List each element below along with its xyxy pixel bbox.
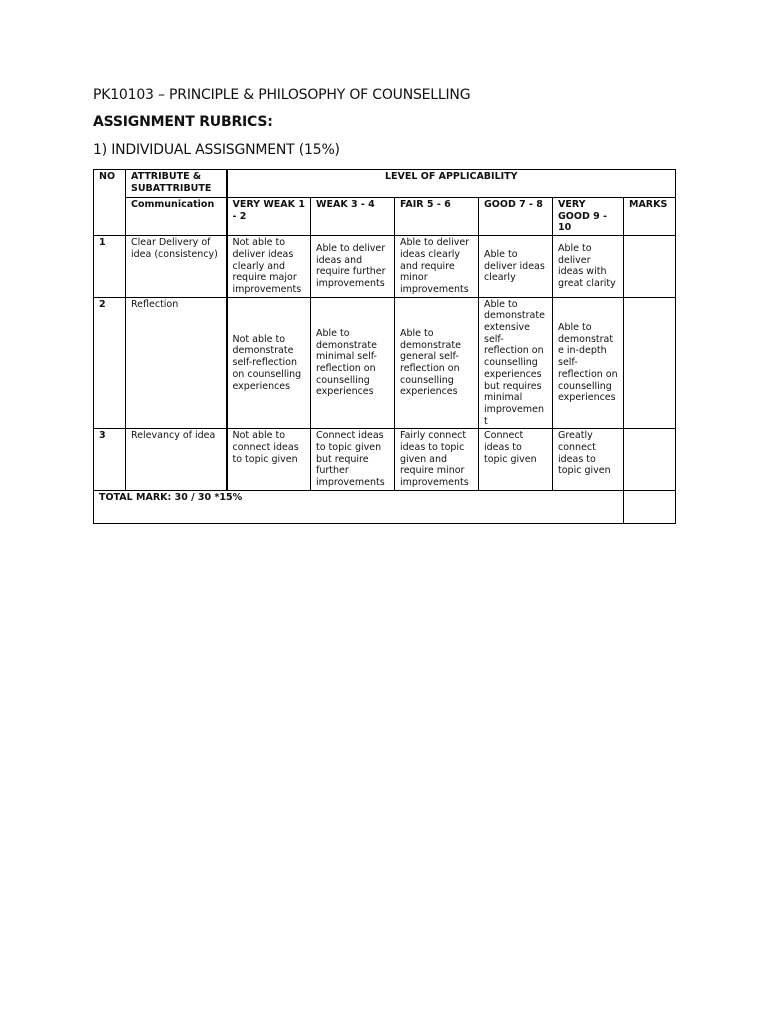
rubric-cell: Connect ideas to topic given xyxy=(479,429,553,491)
total-marks-cell xyxy=(624,490,676,523)
rubric-cell: Able to deliver ideas clearly and require minor improvements xyxy=(395,236,479,298)
table-row xyxy=(94,297,676,429)
header-level-very-weak: VERY WEAK 1 - 2 xyxy=(227,198,311,236)
rubric-cell: Not able to demonstrate self-reflection on counselling experiences xyxy=(227,297,311,429)
row-number: 2 xyxy=(94,297,126,429)
subheader-row xyxy=(94,198,676,236)
header-level-good: GOOD 7 - 8 xyxy=(479,198,553,236)
rubric-cell: Not able to deliver ideas clearly and require major improvements xyxy=(227,236,311,298)
rubric-cell: Able to deliver ideas and require further improvements xyxy=(311,236,395,298)
table-row xyxy=(94,236,676,298)
rubric-cell: Able to deliver ideas with great clarity xyxy=(553,236,624,298)
assignment-subheading: 1) INDIVIDUAL ASSISGNMENT (15%) xyxy=(93,142,340,158)
course-title: PK10103 – PRINCIPLE & PHILOSOPHY OF COUNSELLING xyxy=(93,87,471,103)
rubric-cell: Fairly connect ideas to topic given and require minor improvements xyxy=(395,429,479,491)
row-attribute: Clear Delivery of idea (consistency) xyxy=(126,236,227,298)
header-attribute: ATTRIBUTE & SUBATTRIBUTE xyxy=(126,170,227,198)
row-attribute: Relevancy of idea xyxy=(126,429,227,491)
row-number: 3 xyxy=(94,429,126,491)
header-category: Communication xyxy=(126,198,227,236)
row-attribute: Reflection xyxy=(126,297,227,429)
marks-cell xyxy=(624,297,676,429)
rubric-cell: Not able to connect ideas to topic given xyxy=(227,429,311,491)
total-mark: TOTAL MARK: 30 / 30 *15% xyxy=(94,490,624,523)
header-level-weak: WEAK 3 - 4 xyxy=(311,198,395,236)
table-row xyxy=(94,429,676,491)
rubric-cell: Greatly connect ideas to topic given xyxy=(553,429,624,491)
rubric-cell: Connect ideas to topic given but require further improvements xyxy=(311,429,395,491)
rubric-cell: Able to demonstrat e in-depth self-reflection on counselling experiences xyxy=(553,297,624,429)
marks-cell xyxy=(624,429,676,491)
rubrics-heading: ASSIGNMENT RUBRICS: xyxy=(93,114,273,130)
rubric-cell: Able to deliver ideas clearly xyxy=(479,236,553,298)
rubric-cell: Able to demonstrate minimal self-reflection on counselling experiences xyxy=(311,297,395,429)
header-level-very-good: VERY GOOD 9 - 10 xyxy=(553,198,624,236)
rubric-cell: Able to demonstrate general self-reflection on counselling experiences xyxy=(395,297,479,429)
header-row xyxy=(94,170,676,198)
header-marks: MARKS xyxy=(624,198,676,236)
total-row xyxy=(94,490,676,523)
marks-cell xyxy=(624,236,676,298)
rubric-cell: Able to demonstrate extensive self-reflection on counselling experiences but requires minimal improvement xyxy=(479,297,553,429)
row-number: 1 xyxy=(94,236,126,298)
header-no: NO xyxy=(94,170,126,236)
rubric-table xyxy=(93,169,676,524)
header-level-fair: FAIR 5 - 6 xyxy=(395,198,479,236)
header-level: LEVEL OF APPLICABILITY xyxy=(227,170,676,198)
